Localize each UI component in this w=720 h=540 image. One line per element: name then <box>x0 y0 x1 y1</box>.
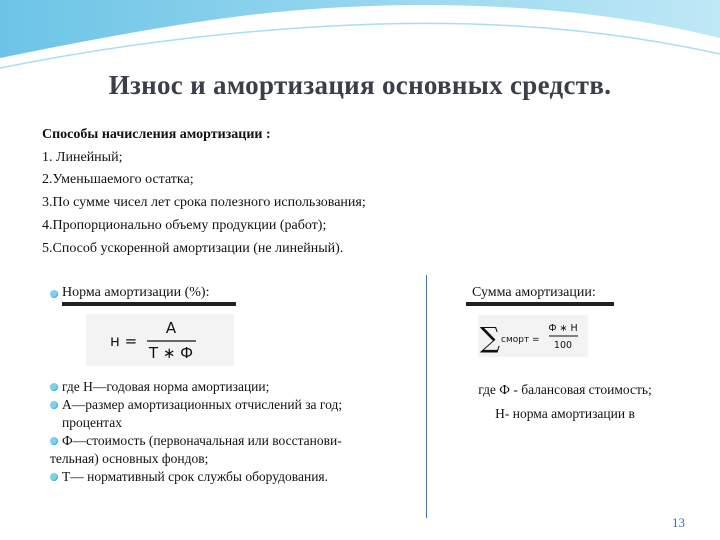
method-item: 2.Уменьшаемого остатка; <box>42 172 194 188</box>
method-item: 3.По сумме чисел лет срока полезного использования; <box>42 195 366 211</box>
bullet-icon <box>50 383 58 391</box>
definition-text: А—размер амортизационных отчислений за год; <box>62 397 343 412</box>
sum-formula-graphic <box>478 315 588 357</box>
definition-item <box>50 396 420 414</box>
depreciation-sum-heading: Сумма амортизации: <box>472 285 596 300</box>
definition-continuation <box>50 450 420 468</box>
bullet-icon <box>50 437 58 445</box>
depreciation-rate-label: Норма амортизации (%): <box>62 285 210 300</box>
definition-text: процентах <box>62 415 122 430</box>
method-item: 5.Способ ускоренной амортизации (не линейный). <box>42 240 344 256</box>
left-heading-underline <box>62 302 236 306</box>
definition-item <box>50 432 420 450</box>
rate-formula <box>86 314 234 366</box>
right-definition-item: где Ф - балансовая стоимость; <box>478 382 652 397</box>
depreciation-rate-heading <box>50 285 209 301</box>
formula-denominator: 100 <box>553 340 573 351</box>
definition-text: где Н—годовая норма амортизации; <box>62 379 270 394</box>
sum-sign: ∑ <box>480 321 500 354</box>
definition-item <box>50 468 420 486</box>
page-number: 13 <box>672 515 685 530</box>
formula-lhs: н = <box>110 332 138 350</box>
right-heading-underline <box>466 302 614 306</box>
definitions-list <box>50 378 420 486</box>
bullet-icon <box>50 401 58 409</box>
formula-lhs: смopт = <box>501 335 540 345</box>
methods-heading: Способы начисления амортизации : <box>42 127 271 142</box>
definition-item <box>50 378 420 396</box>
formula-denominator: Т ∗ Ф <box>148 344 194 362</box>
methods-list <box>42 124 366 260</box>
bullet-icon <box>50 290 58 298</box>
bullet-icon <box>50 473 58 481</box>
definition-text: тельная) основных фондов; <box>50 451 209 466</box>
slide-title: Износ и амортизация основных средств. <box>108 70 612 100</box>
column-divider <box>426 275 427 518</box>
definition-continuation <box>50 414 420 432</box>
right-definition-item: Н- норма амортизации в <box>495 406 635 421</box>
definition-text: Т— нормативный срок службы оборудования. <box>62 469 328 484</box>
method-item: 1. Линейный; <box>42 149 123 165</box>
right-definitions <box>430 378 700 426</box>
definition-text: Ф—стоимость (первоначальная или восстанови- <box>62 433 342 448</box>
sum-formula <box>478 315 588 357</box>
formula-numerator: Ф ∗ Н <box>548 323 578 334</box>
formula-numerator: А <box>165 319 177 337</box>
header-wave-decoration <box>0 0 720 80</box>
rate-formula-graphic <box>86 314 234 366</box>
method-item: 4.Пропорционально объему продукции (работ); <box>42 217 327 233</box>
